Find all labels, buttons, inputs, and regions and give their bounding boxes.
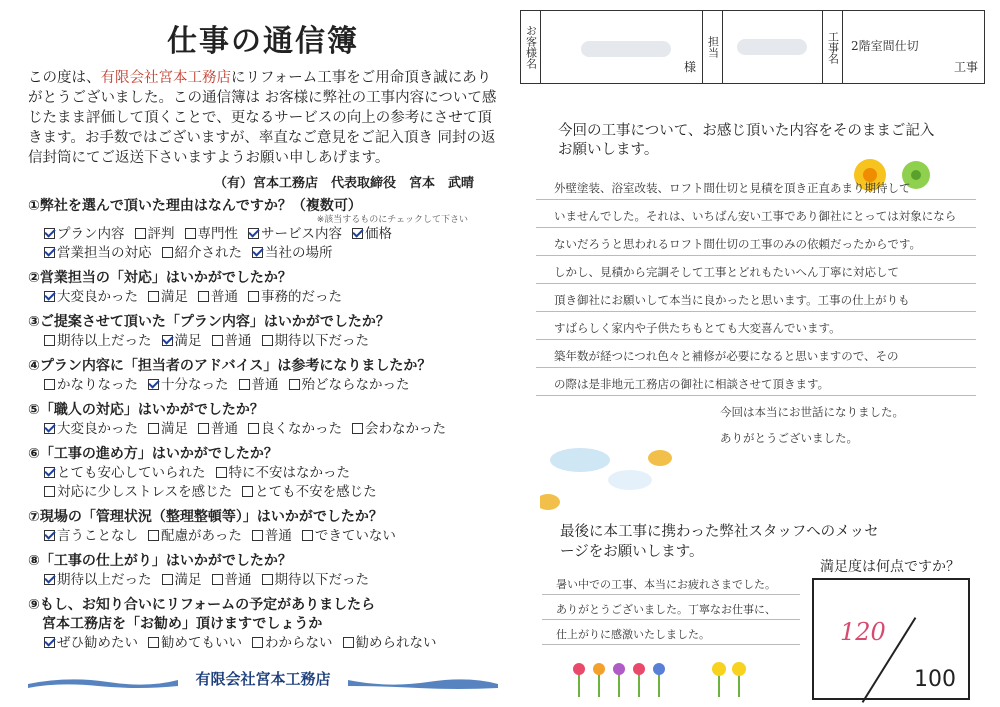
option-label: 言うことなし: [57, 528, 138, 544]
option-label: 勧められない: [355, 635, 437, 651]
signature: （有）宮本工務店 代表取締役 宮本 武晴: [213, 176, 474, 191]
checked-box-icon: [44, 423, 55, 434]
empty-box-icon: [198, 423, 209, 434]
empty-box-icon: [248, 423, 259, 434]
question-7: [28, 508, 498, 546]
checked-box-icon: [352, 228, 363, 239]
question-options: [28, 332, 498, 351]
tulip-decoration: [570, 655, 760, 700]
work-name-value: 2階室間仕切: [851, 39, 919, 53]
checked-box-icon: [44, 247, 55, 258]
option-label: とても不安を感じた: [255, 484, 377, 500]
staff-message-line: 仕上がりに感激いたしました。: [542, 620, 800, 645]
empty-box-icon: [44, 379, 55, 390]
option-checkbox[interactable]: [44, 288, 138, 307]
empty-box-icon: [148, 637, 159, 648]
empty-box-icon: [239, 379, 250, 390]
option-label: 配慮があった: [161, 528, 242, 544]
option-checkbox[interactable]: [248, 288, 342, 307]
question-5: [28, 401, 498, 439]
empty-box-icon: [262, 335, 273, 346]
checked-box-icon: [148, 379, 159, 390]
option-label: ぜひ勧めたい: [57, 635, 138, 651]
question-1: [28, 197, 498, 263]
checked-box-icon: [44, 467, 55, 478]
empty-box-icon: [148, 291, 159, 302]
option-checkbox[interactable]: [302, 527, 396, 546]
staff-message-lines: [542, 570, 800, 645]
empty-box-icon: [44, 486, 55, 497]
option-checkbox[interactable]: [343, 634, 437, 653]
question-title: ⑦現場の「管理状況（整理整頓等）」はいかがでしたか？: [28, 509, 383, 525]
option-label: 普通: [224, 333, 252, 349]
empty-box-icon: [162, 247, 173, 258]
option-checkbox[interactable]: [252, 527, 292, 546]
option-checkbox[interactable]: [148, 288, 188, 307]
satisfaction-max: 100: [914, 667, 956, 692]
option-label: サービス内容: [261, 226, 342, 242]
closing-line-2: ありがとうございました。: [720, 431, 858, 445]
empty-box-icon: [198, 291, 209, 302]
staff-message-line: 暑い中での工事、本当にお疲れさまでした。: [542, 570, 800, 595]
option-checkbox[interactable]: [352, 225, 392, 244]
option-checkbox[interactable]: [148, 420, 188, 439]
option-checkbox[interactable]: [239, 376, 279, 395]
option-label: とても安心していられた: [57, 465, 206, 481]
comment-line: 外壁塗装、浴室改装、ロフト間仕切と見積を頂き正直あまり期待して: [536, 172, 976, 200]
question-options: [28, 225, 498, 263]
closing-line-1: 今回は本当にお世話になりました。: [720, 405, 904, 419]
empty-box-icon: [289, 379, 300, 390]
empty-box-icon: [248, 291, 259, 302]
cloud-bird-decoration: [540, 440, 700, 530]
option-checkbox[interactable]: [44, 571, 152, 590]
question-title: ⑨もし、お知り合いにリフォームの予定がありましたら 宮本工務店を「お勧め」頂けますでしょうか: [28, 597, 376, 632]
empty-box-icon: [252, 530, 263, 541]
empty-box-icon: [212, 574, 223, 585]
option-checkbox[interactable]: [248, 225, 342, 244]
empty-box-icon: [44, 335, 55, 346]
option-checkbox[interactable]: [242, 483, 377, 502]
empty-box-icon: [352, 423, 363, 434]
question-title: ③ご提案させて頂いた「プラン内容」はいかがでしたか？: [28, 314, 390, 330]
empty-box-icon: [302, 530, 313, 541]
customer-label: お客様名: [521, 11, 541, 83]
option-label: わからない: [265, 635, 333, 651]
work-name-label: 工事名: [823, 11, 843, 83]
checked-box-icon: [44, 637, 55, 648]
question-8: [28, 552, 498, 590]
option-checkbox[interactable]: [198, 420, 238, 439]
question-options: [28, 464, 498, 502]
option-label: 満足: [174, 572, 202, 588]
option-checkbox[interactable]: [44, 420, 138, 439]
option-label: 普通: [211, 289, 238, 305]
option-checkbox[interactable]: [212, 332, 252, 351]
option-checkbox[interactable]: [135, 225, 175, 244]
wave-decoration-left: [28, 674, 178, 690]
option-label: 期待以上だった: [57, 333, 152, 349]
question-options: [28, 527, 498, 546]
option-checkbox[interactable]: [44, 634, 138, 653]
option-label: 普通: [264, 528, 292, 544]
option-label: 満足: [161, 421, 188, 437]
footer-company-name: 有限会社宮本工務店: [195, 670, 331, 688]
satisfaction-score: 120: [840, 618, 886, 646]
checked-box-icon: [252, 247, 263, 258]
question-options: [28, 376, 498, 395]
question-title: ②営業担当の「対応」はいかがでしたか？: [28, 270, 292, 286]
question-options: [28, 288, 498, 307]
option-label: プラン内容: [57, 226, 125, 242]
option-checkbox[interactable]: [148, 527, 242, 546]
intro-after: にリフォーム工事をご用命頂き誠にありがとうございました。この通信簿は お客様に弊社の工事内容について感じたまま評価して頂くことで、更なるサービスの向上の参考にさせて頂きます。お手数ではございますが、率直なご意見をご記入頂き 同封の返信封筒にてご返送下さいますようお願い申しあげます。: [28, 70, 497, 166]
option-checkbox[interactable]: [44, 244, 152, 263]
question-4: [28, 357, 498, 395]
header-table: [520, 10, 985, 84]
work-name-field[interactable]: [843, 11, 984, 83]
customer-suffix: 様: [683, 60, 696, 74]
staff-name-field[interactable]: [723, 11, 823, 83]
question-list: [28, 197, 498, 653]
question-2: [28, 269, 498, 307]
empty-box-icon: [148, 530, 159, 541]
option-label: 普通: [211, 421, 238, 437]
option-label: 当社の場所: [265, 245, 333, 261]
option-label: 事務的だった: [261, 289, 342, 305]
option-label: 会わなかった: [365, 421, 446, 437]
option-checkbox[interactable]: [248, 420, 342, 439]
intro-text: [28, 68, 498, 168]
option-label: 対応に少しストレスを感じた: [57, 484, 233, 500]
option-label: 満足: [161, 289, 188, 305]
empty-box-icon: [162, 574, 173, 585]
option-checkbox[interactable]: [162, 244, 243, 263]
option-label: 勧めてもいい: [161, 635, 242, 651]
empty-box-icon: [135, 228, 146, 239]
option-checkbox[interactable]: [44, 464, 206, 483]
question-options: [28, 634, 498, 653]
question-6: [28, 445, 498, 502]
question-note: ※該当するものにチェックして下さい: [316, 215, 468, 225]
empty-box-icon: [242, 486, 253, 497]
intro-before: この度は、: [28, 70, 101, 86]
empty-box-icon: [252, 637, 263, 648]
staff-label: 担当: [703, 11, 723, 83]
question-title: ⑧「工事の仕上がり」はいかがでしたか？: [28, 553, 292, 569]
option-label: 期待以上だった: [57, 572, 152, 588]
option-label: 普通: [251, 377, 279, 393]
option-checkbox[interactable]: [162, 571, 202, 590]
checked-box-icon: [248, 228, 259, 239]
option-checkbox[interactable]: [44, 225, 125, 244]
option-checkbox[interactable]: [44, 332, 152, 351]
question-options: [28, 420, 498, 439]
option-checkbox[interactable]: [212, 571, 252, 590]
option-label: 期待以下だった: [274, 572, 369, 588]
work-suffix: 工事: [953, 60, 978, 74]
wave-decoration-right: [348, 674, 498, 690]
comment-line: すばらしく家内や子供たちもとても大変喜んでいます。: [536, 312, 976, 340]
option-label: かなりなった: [57, 377, 138, 393]
question-title: ⑥「工事の進め方」はいかがでしたか？: [28, 446, 278, 462]
satisfaction-box[interactable]: [812, 578, 970, 700]
option-checkbox[interactable]: [262, 571, 370, 590]
option-label: 期待以下だった: [274, 333, 369, 349]
staff-message-prompt: 最後に本工事に携わった弊社スタッフへのメッセージをお願いします。: [560, 524, 879, 560]
option-label: できていない: [314, 528, 396, 544]
option-label: 評判: [147, 226, 175, 242]
option-checkbox[interactable]: [216, 464, 351, 483]
redacted-customer-name: [581, 41, 671, 57]
question-title: ①弊社を選んで頂いた理由はなんですか？（複数可）: [28, 198, 362, 214]
survey-left-column: [28, 10, 498, 700]
option-checkbox[interactable]: [148, 634, 242, 653]
option-label: 満足: [174, 333, 202, 349]
option-checkbox[interactable]: [289, 376, 410, 395]
checked-box-icon: [44, 291, 55, 302]
option-label: 殆どならなかった: [301, 377, 410, 393]
question-title: ④プラン内容に「担当者のアドバイス」は参考になりましたか？: [28, 358, 432, 374]
empty-box-icon: [185, 228, 196, 239]
redacted-staff-name: [737, 39, 807, 55]
comment-line: しかし、見積から完調そして工事とどれもたいへん丁寧に対応して: [536, 256, 976, 284]
option-label: 紹介された: [174, 245, 242, 261]
footer-company: [28, 660, 498, 694]
option-label: 良くなかった: [261, 421, 342, 437]
comment-lines: [536, 172, 976, 396]
option-label: 大変良かった: [57, 421, 138, 437]
option-checkbox[interactable]: [162, 332, 202, 351]
comment-line: いませんでした。それは、いちばん安い工事であり御社にとっては対象になら: [536, 200, 976, 228]
option-label: 価格: [365, 226, 392, 242]
checked-box-icon: [44, 228, 55, 239]
staff-message-line: ありがとうございました。丁寧なお仕事に、: [542, 595, 800, 620]
question-3: [28, 313, 498, 351]
option-checkbox[interactable]: [148, 376, 229, 395]
comment-prompt: 今回の工事について、お感じ頂いた内容をそのままご記入お願いします。: [558, 123, 935, 158]
option-checkbox[interactable]: [252, 244, 333, 263]
empty-box-icon: [343, 637, 354, 648]
option-label: 大変良かった: [57, 289, 138, 305]
satisfaction-label: 満足度は何点ですか？: [820, 559, 960, 575]
survey-right-column: [520, 10, 985, 700]
option-label: 特に不安はなかった: [228, 465, 350, 481]
option-checkbox[interactable]: [262, 332, 370, 351]
comment-line: の際は是非地元工務店の御社に相談させて頂きます。: [536, 368, 976, 396]
option-checkbox[interactable]: [198, 288, 238, 307]
option-label: 十分なった: [161, 377, 229, 393]
empty-box-icon: [262, 574, 273, 585]
empty-box-icon: [212, 335, 223, 346]
checked-box-icon: [162, 335, 173, 346]
checked-box-icon: [44, 530, 55, 541]
option-checkbox[interactable]: [44, 483, 232, 502]
option-label: 専門性: [197, 226, 238, 242]
customer-name-field[interactable]: [541, 11, 703, 83]
intro-company: 有限会社宮本工務店: [100, 70, 231, 86]
empty-box-icon: [148, 423, 159, 434]
option-checkbox[interactable]: [44, 527, 138, 546]
option-checkbox[interactable]: [185, 225, 239, 244]
option-checkbox[interactable]: [44, 376, 138, 395]
option-checkbox[interactable]: [352, 420, 446, 439]
question-9: [28, 596, 498, 653]
question-options: [28, 571, 498, 590]
checked-box-icon: [44, 574, 55, 585]
comment-line: ないだろうと思われるロフト間仕切の工事のみの依頼だったからです。: [536, 228, 976, 256]
option-checkbox[interactable]: [252, 634, 333, 653]
page-title: 仕事の通信簿: [167, 24, 359, 59]
option-label: 営業担当の対応: [57, 245, 152, 261]
question-title: ⑤「職人の対応」はいかがでしたか？: [28, 402, 264, 418]
option-label: 普通: [224, 572, 252, 588]
empty-box-icon: [216, 467, 227, 478]
comment-line: 築年数が経つにつれ色々と補修が必要になると思いますので、その: [536, 340, 976, 368]
comment-line: 頂き御社にお願いして本当に良かったと思います。工事の仕上がりも: [536, 284, 976, 312]
